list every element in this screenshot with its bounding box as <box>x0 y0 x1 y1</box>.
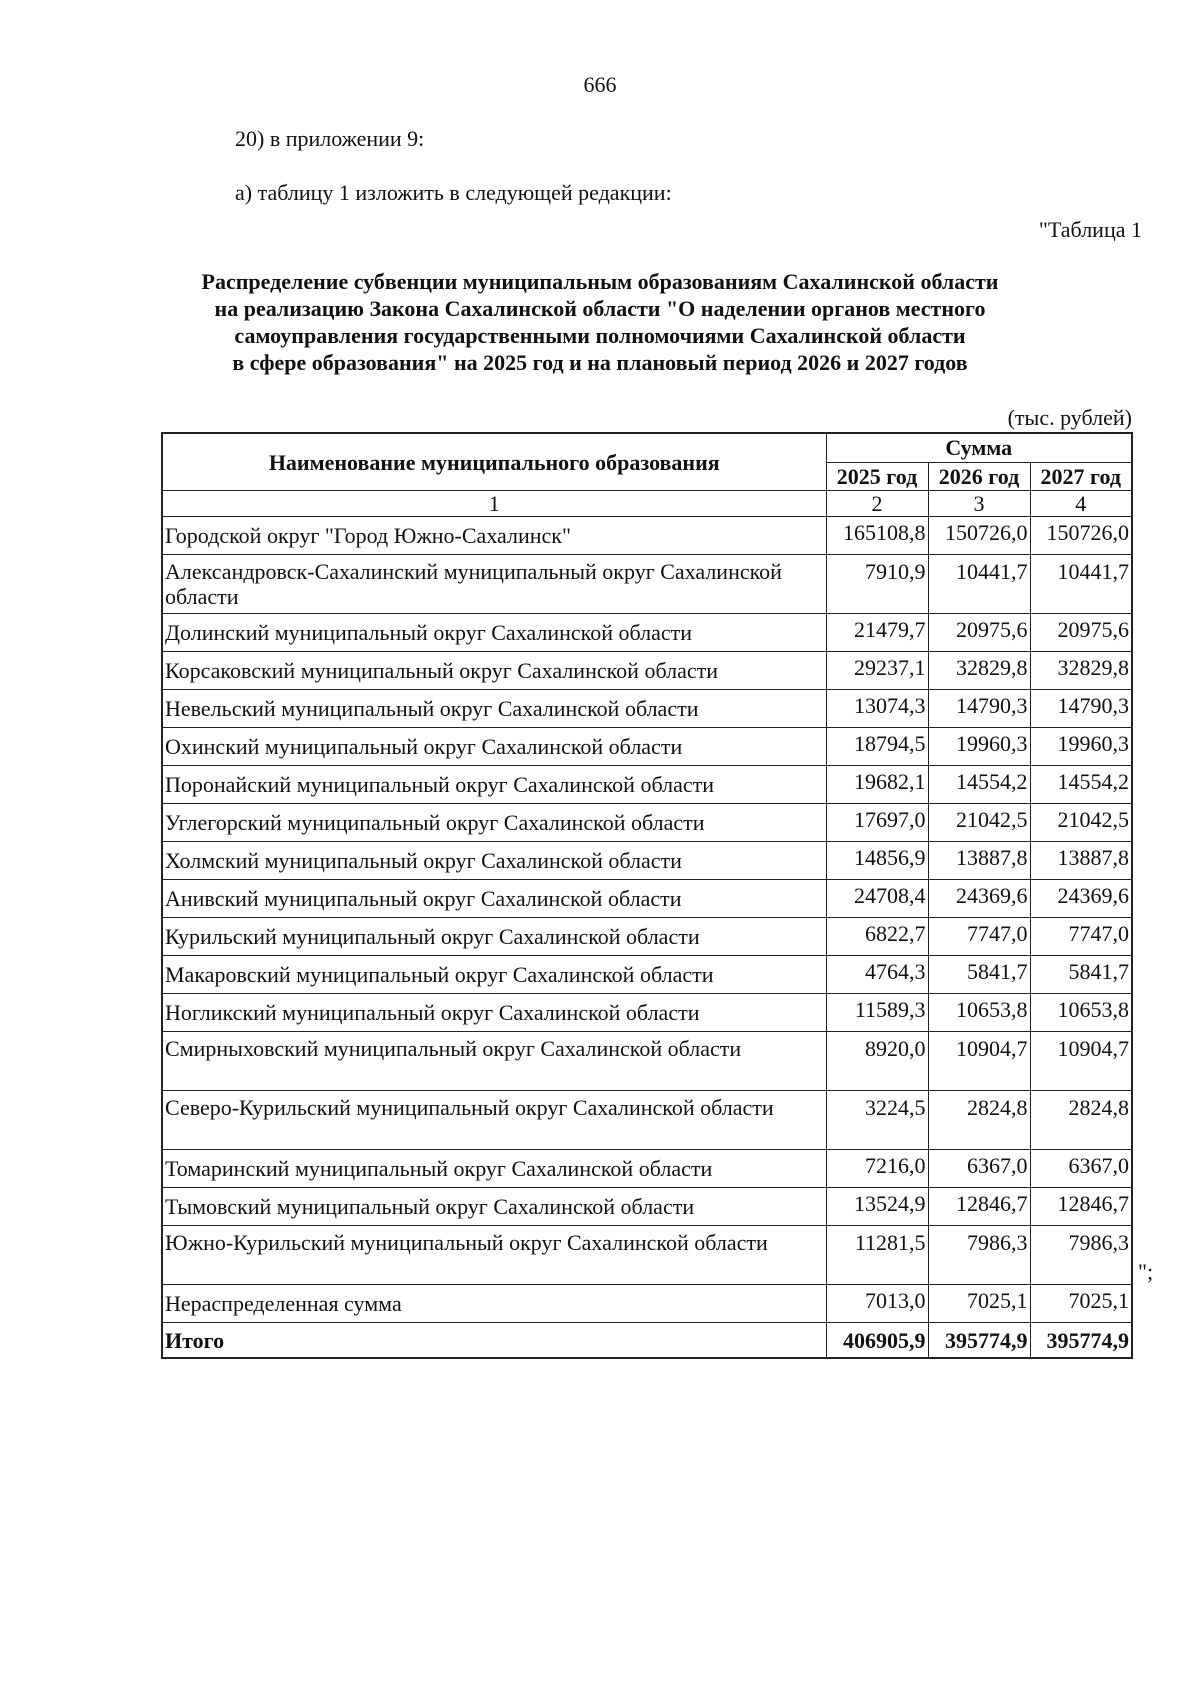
municipality-name: Городской округ "Город Южно-Сахалинск" <box>162 517 826 555</box>
municipality-name: Углегорский муниципальный округ Сахалинской области <box>162 804 826 842</box>
amount-2026: 6367,0 <box>928 1150 1030 1188</box>
amount-2027: 150726,0 <box>1030 517 1132 555</box>
amount-2026: 5841,7 <box>928 956 1030 994</box>
document-title <box>100 268 1100 376</box>
amount-2026: 21042,5 <box>928 804 1030 842</box>
table-row <box>162 1285 1132 1323</box>
header-name-column: Наименование муниципального образования <box>162 433 826 491</box>
amount-2026: 10904,7 <box>928 1032 1030 1091</box>
amount-2026: 12846,7 <box>928 1188 1030 1226</box>
total-2027: 395774,9 <box>1030 1323 1132 1359</box>
subvention-table <box>161 432 1133 1359</box>
table-row <box>162 1032 1132 1091</box>
amount-2025: 6822,7 <box>826 918 928 956</box>
total-row <box>162 1323 1132 1359</box>
page-number: 666 <box>583 72 617 97</box>
amount-2027: 7747,0 <box>1030 918 1132 956</box>
municipality-name: Курильский муниципальный округ Сахалинской области <box>162 918 826 956</box>
municipality-name: Долинский муниципальный округ Сахалинской области <box>162 614 826 652</box>
column-index: 1 <box>162 491 826 517</box>
table-row <box>162 555 1132 614</box>
amount-2027: 14790,3 <box>1030 690 1132 728</box>
amount-2026: 10653,8 <box>928 994 1030 1032</box>
header-year-2025: 2025 год <box>826 462 928 490</box>
amount-2027: 7025,1 <box>1030 1285 1132 1323</box>
amount-2027: 32829,8 <box>1030 652 1132 690</box>
total-2025: 406905,9 <box>826 1323 928 1359</box>
amount-2025: 11589,3 <box>826 994 928 1032</box>
amount-2027: 6367,0 <box>1030 1150 1132 1188</box>
municipality-name: Северо-Курильский муниципальный округ Сахалинской области <box>162 1091 826 1150</box>
amount-2027: 24369,6 <box>1030 880 1132 918</box>
table-body <box>162 517 1132 1323</box>
amount-2027: 5841,7 <box>1030 956 1132 994</box>
amount-2025: 13524,9 <box>826 1188 928 1226</box>
total-label: Итого <box>162 1323 826 1359</box>
municipality-name: Нераспределенная сумма <box>162 1285 826 1323</box>
municipality-name: Корсаковский муниципальный округ Сахалинской области <box>162 652 826 690</box>
amount-2026: 13887,8 <box>928 842 1030 880</box>
amount-2027: 7986,3 <box>1030 1226 1132 1285</box>
table-row <box>162 918 1132 956</box>
amount-2025: 21479,7 <box>826 614 928 652</box>
amendment-item-20: 20) в приложении 9: <box>235 126 425 151</box>
column-index: 3 <box>928 491 1030 517</box>
amount-2027: 19960,3 <box>1030 728 1132 766</box>
table-row <box>162 517 1132 555</box>
municipality-name: Томаринский муниципальный округ Сахалинской области <box>162 1150 826 1188</box>
municipality-name: Холмский муниципальный округ Сахалинской области <box>162 842 826 880</box>
title-line: самоуправления государственными полномочиями Сахалинской области <box>234 323 966 348</box>
units-label: (тыс. рублей) <box>1007 405 1132 430</box>
amount-2026: 10441,7 <box>928 555 1030 614</box>
amount-2027: 14554,2 <box>1030 766 1132 804</box>
municipality-name: Тымовский муниципальный округ Сахалинской области <box>162 1188 826 1226</box>
amount-2025: 7013,0 <box>826 1285 928 1323</box>
title-line: Распределение субвенции муниципальным образованиям Сахалинской области <box>201 269 999 294</box>
amount-2025: 29237,1 <box>826 652 928 690</box>
amount-2027: 10441,7 <box>1030 555 1132 614</box>
amount-2026: 7986,3 <box>928 1226 1030 1285</box>
amount-2025: 7910,9 <box>826 555 928 614</box>
amount-2026: 19960,3 <box>928 728 1030 766</box>
municipality-name: Южно-Курильский муниципальный округ Сахалинской области <box>162 1226 826 1285</box>
table-row <box>162 614 1132 652</box>
table-row <box>162 1091 1132 1150</box>
title-line: в сфере образования" на 2025 год и на плановый период 2026 и 2027 годов <box>232 350 968 375</box>
amount-2026: 7025,1 <box>928 1285 1030 1323</box>
amount-2027: 10653,8 <box>1030 994 1132 1032</box>
amount-2026: 20975,6 <box>928 614 1030 652</box>
table-row <box>162 956 1132 994</box>
amount-2025: 24708,4 <box>826 880 928 918</box>
amount-2025: 11281,5 <box>826 1226 928 1285</box>
amount-2027: 13887,8 <box>1030 842 1132 880</box>
table-row <box>162 652 1132 690</box>
table-row <box>162 842 1132 880</box>
amount-2026: 32829,8 <box>928 652 1030 690</box>
header-year-2027: 2027 год <box>1030 462 1132 490</box>
amount-2025: 4764,3 <box>826 956 928 994</box>
amount-2025: 17697,0 <box>826 804 928 842</box>
amount-2025: 165108,8 <box>826 517 928 555</box>
municipality-name: Смирныховский муниципальный округ Сахалинской области <box>162 1032 826 1091</box>
amount-2027: 21042,5 <box>1030 804 1132 842</box>
amount-2027: 20975,6 <box>1030 614 1132 652</box>
amount-2025: 8920,0 <box>826 1032 928 1091</box>
amount-2026: 150726,0 <box>928 517 1030 555</box>
header-sum: Сумма <box>826 433 1132 462</box>
table-row <box>162 1150 1132 1188</box>
table-row <box>162 728 1132 766</box>
amount-2027: 2824,8 <box>1030 1091 1132 1150</box>
amount-2025: 19682,1 <box>826 766 928 804</box>
amount-2026: 2824,8 <box>928 1091 1030 1150</box>
table-label: "Таблица 1 <box>1038 217 1142 242</box>
amount-2026: 24369,6 <box>928 880 1030 918</box>
table-row <box>162 994 1132 1032</box>
municipality-name: Анивский муниципальный округ Сахалинской области <box>162 880 826 918</box>
table-row <box>162 690 1132 728</box>
column-index: 2 <box>826 491 928 517</box>
amount-2025: 18794,5 <box>826 728 928 766</box>
amount-2025: 14856,9 <box>826 842 928 880</box>
municipality-name: Невельский муниципальный округ Сахалинской области <box>162 690 826 728</box>
table-row <box>162 804 1132 842</box>
column-index: 4 <box>1030 491 1132 517</box>
amount-2026: 14554,2 <box>928 766 1030 804</box>
amount-2026: 14790,3 <box>928 690 1030 728</box>
table-row <box>162 880 1132 918</box>
amount-2027: 12846,7 <box>1030 1188 1132 1226</box>
amount-2025: 13074,3 <box>826 690 928 728</box>
municipality-name: Ногликский муниципальный округ Сахалинской области <box>162 994 826 1032</box>
municipality-name: Охинский муниципальный округ Сахалинской области <box>162 728 826 766</box>
table-row <box>162 766 1132 804</box>
closing-quote-mark: "; <box>1138 1259 1154 1284</box>
table-row <box>162 1188 1132 1226</box>
table-row <box>162 1226 1132 1285</box>
amendment-item-a: а) таблицу 1 изложить в следующей редакции: <box>235 180 672 205</box>
amount-2025: 7216,0 <box>826 1150 928 1188</box>
municipality-name: Поронайский муниципальный округ Сахалинской области <box>162 766 826 804</box>
amount-2027: 10904,7 <box>1030 1032 1132 1091</box>
title-line: на реализацию Закона Сахалинской области "О наделении органов местного <box>214 296 986 321</box>
municipality-name: Макаровский муниципальный округ Сахалинской области <box>162 956 826 994</box>
municipality-name: Александровск-Сахалинский муниципальный округ Сахалинской области <box>162 555 826 614</box>
total-2026: 395774,9 <box>928 1323 1030 1359</box>
amount-2025: 3224,5 <box>826 1091 928 1150</box>
amount-2026: 7747,0 <box>928 918 1030 956</box>
header-year-2026: 2026 год <box>928 462 1030 490</box>
